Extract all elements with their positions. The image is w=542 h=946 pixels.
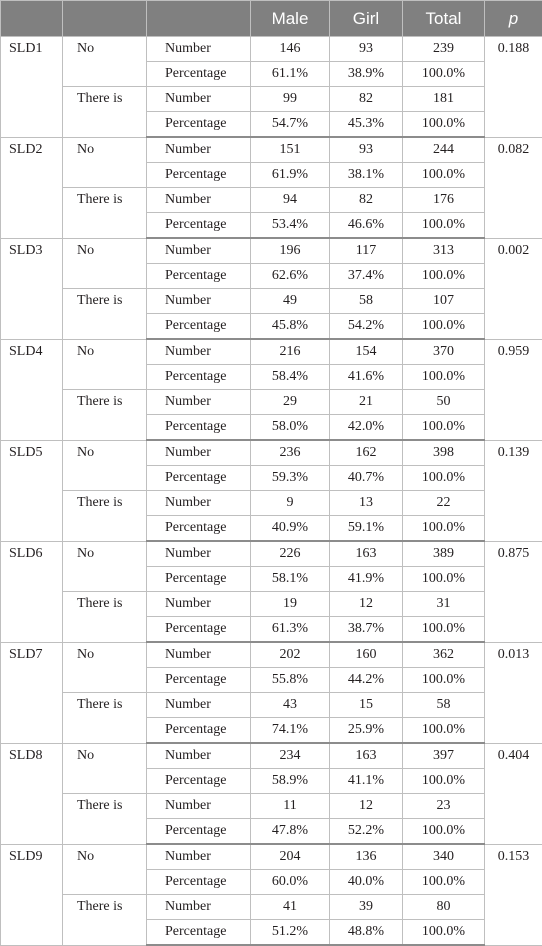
total-value: 100.0% [403, 668, 485, 693]
measure-label: Percentage [147, 516, 251, 542]
girl-value: 160 [330, 642, 403, 668]
sld-label: SLD1 [1, 37, 63, 138]
male-value: 58.4% [251, 365, 330, 390]
girl-value: 82 [330, 188, 403, 213]
measure-label: Number [147, 440, 251, 466]
header-p-value: p [485, 1, 542, 37]
measure-label: Number [147, 844, 251, 870]
girl-value: 41.9% [330, 567, 403, 592]
male-value: 61.3% [251, 617, 330, 643]
measure-label: Percentage [147, 213, 251, 239]
male-value: 9 [251, 491, 330, 516]
total-value: 397 [403, 743, 485, 769]
level-label: There is [63, 693, 147, 744]
girl-value: 44.2% [330, 668, 403, 693]
total-value: 100.0% [403, 769, 485, 794]
total-value: 100.0% [403, 415, 485, 441]
measure-label: Number [147, 188, 251, 213]
table-row [1, 238, 542, 264]
total-value: 100.0% [403, 870, 485, 895]
girl-value: 37.4% [330, 264, 403, 289]
level-label: No [63, 440, 147, 491]
male-value: 43 [251, 693, 330, 718]
girl-value: 162 [330, 440, 403, 466]
girl-value: 117 [330, 238, 403, 264]
table-row [1, 339, 542, 365]
table-row [1, 491, 542, 516]
measure-label: Number [147, 642, 251, 668]
table-row [1, 137, 542, 163]
level-label: There is [63, 491, 147, 542]
measure-label: Percentage [147, 668, 251, 693]
header-row [1, 1, 542, 37]
girl-value: 163 [330, 743, 403, 769]
male-value: 29 [251, 390, 330, 415]
sld-label: SLD2 [1, 137, 63, 238]
table-row [1, 794, 542, 819]
total-value: 100.0% [403, 213, 485, 239]
measure-label: Number [147, 693, 251, 718]
girl-value: 39 [330, 895, 403, 920]
girl-value: 52.2% [330, 819, 403, 845]
level-label: There is [63, 390, 147, 441]
measure-label: Percentage [147, 264, 251, 289]
total-value: 239 [403, 37, 485, 62]
total-value: 100.0% [403, 163, 485, 188]
measure-label: Number [147, 37, 251, 62]
total-value: 313 [403, 238, 485, 264]
total-value: 100.0% [403, 466, 485, 491]
girl-value: 42.0% [330, 415, 403, 441]
level-label: There is [63, 188, 147, 239]
table-row [1, 188, 542, 213]
male-value: 60.0% [251, 870, 330, 895]
measure-label: Percentage [147, 567, 251, 592]
male-value: 59.3% [251, 466, 330, 491]
measure-label: Percentage [147, 769, 251, 794]
total-value: 100.0% [403, 314, 485, 340]
sld-label: SLD8 [1, 743, 63, 844]
header-male: Male [251, 1, 330, 37]
level-label: There is [63, 87, 147, 138]
male-value: 196 [251, 238, 330, 264]
table-row [1, 642, 542, 668]
level-label: There is [63, 794, 147, 845]
total-value: 398 [403, 440, 485, 466]
total-value: 340 [403, 844, 485, 870]
male-value: 61.1% [251, 62, 330, 87]
male-value: 58.9% [251, 769, 330, 794]
header-blank [147, 1, 251, 37]
table-row [1, 390, 542, 415]
male-value: 47.8% [251, 819, 330, 845]
girl-value: 154 [330, 339, 403, 365]
total-value: 176 [403, 188, 485, 213]
male-value: 45.8% [251, 314, 330, 340]
measure-label: Number [147, 137, 251, 163]
level-label: No [63, 37, 147, 87]
sld-label: SLD9 [1, 844, 63, 945]
measure-label: Number [147, 895, 251, 920]
male-value: 40.9% [251, 516, 330, 542]
total-value: 100.0% [403, 516, 485, 542]
table-row [1, 844, 542, 870]
sld-label: SLD4 [1, 339, 63, 440]
measure-label: Percentage [147, 870, 251, 895]
total-value: 31 [403, 592, 485, 617]
male-value: 54.7% [251, 112, 330, 138]
girl-value: 12 [330, 592, 403, 617]
girl-value: 38.9% [330, 62, 403, 87]
total-value: 244 [403, 137, 485, 163]
measure-label: Number [147, 541, 251, 567]
measure-label: Number [147, 339, 251, 365]
header-total: Total [403, 1, 485, 37]
male-value: 234 [251, 743, 330, 769]
total-value: 107 [403, 289, 485, 314]
measure-label: Percentage [147, 466, 251, 491]
measure-label: Number [147, 491, 251, 516]
male-value: 41 [251, 895, 330, 920]
girl-value: 54.2% [330, 314, 403, 340]
girl-value: 21 [330, 390, 403, 415]
measure-label: Number [147, 87, 251, 112]
male-value: 99 [251, 87, 330, 112]
male-value: 151 [251, 137, 330, 163]
male-value: 62.6% [251, 264, 330, 289]
sld-label: SLD5 [1, 440, 63, 541]
measure-label: Percentage [147, 920, 251, 946]
measure-label: Percentage [147, 62, 251, 87]
male-value: 58.1% [251, 567, 330, 592]
girl-value: 46.6% [330, 213, 403, 239]
table-row [1, 87, 542, 112]
girl-value: 40.0% [330, 870, 403, 895]
header-blank [63, 1, 147, 37]
male-value: 55.8% [251, 668, 330, 693]
table-row [1, 289, 542, 314]
male-value: 61.9% [251, 163, 330, 188]
header-blank [1, 1, 63, 37]
male-value: 226 [251, 541, 330, 567]
level-label: No [63, 238, 147, 289]
total-value: 181 [403, 87, 485, 112]
table-row [1, 440, 542, 466]
measure-label: Percentage [147, 718, 251, 744]
measure-label: Number [147, 289, 251, 314]
measure-label: Percentage [147, 617, 251, 643]
male-value: 236 [251, 440, 330, 466]
p-value: 0.188 [485, 37, 542, 138]
measure-label: Percentage [147, 415, 251, 441]
level-label: No [63, 339, 147, 390]
table-row [1, 693, 542, 718]
girl-value: 93 [330, 37, 403, 62]
table-row [1, 592, 542, 617]
total-value: 100.0% [403, 112, 485, 138]
male-value: 202 [251, 642, 330, 668]
male-value: 49 [251, 289, 330, 314]
girl-value: 58 [330, 289, 403, 314]
level-label: There is [63, 895, 147, 946]
total-value: 100.0% [403, 718, 485, 744]
p-value: 0.153 [485, 844, 542, 945]
level-label: No [63, 743, 147, 794]
girl-value: 82 [330, 87, 403, 112]
p-value: 0.002 [485, 238, 542, 339]
total-value: 80 [403, 895, 485, 920]
p-value: 0.959 [485, 339, 542, 440]
total-value: 22 [403, 491, 485, 516]
table-row [1, 895, 542, 920]
total-value: 23 [403, 794, 485, 819]
level-label: No [63, 844, 147, 895]
male-value: 19 [251, 592, 330, 617]
table-row [1, 541, 542, 567]
level-label: No [63, 541, 147, 592]
p-value: 0.404 [485, 743, 542, 844]
measure-label: Number [147, 592, 251, 617]
girl-value: 25.9% [330, 718, 403, 744]
measure-label: Percentage [147, 163, 251, 188]
p-value: 0.875 [485, 541, 542, 642]
total-value: 100.0% [403, 920, 485, 946]
total-value: 389 [403, 541, 485, 567]
total-value: 100.0% [403, 819, 485, 845]
girl-value: 41.1% [330, 769, 403, 794]
p-value: 0.013 [485, 642, 542, 743]
total-value: 100.0% [403, 365, 485, 390]
girl-value: 45.3% [330, 112, 403, 138]
total-value: 58 [403, 693, 485, 718]
measure-label: Percentage [147, 112, 251, 138]
p-value: 0.139 [485, 440, 542, 541]
sld-label: SLD6 [1, 541, 63, 642]
measure-label: Number [147, 238, 251, 264]
measure-label: Percentage [147, 365, 251, 390]
girl-value: 15 [330, 693, 403, 718]
measure-label: Percentage [147, 819, 251, 845]
measure-label: Percentage [147, 314, 251, 340]
girl-value: 41.6% [330, 365, 403, 390]
level-label: There is [63, 592, 147, 643]
male-value: 146 [251, 37, 330, 62]
girl-value: 12 [330, 794, 403, 819]
girl-value: 93 [330, 137, 403, 163]
male-value: 58.0% [251, 415, 330, 441]
male-value: 74.1% [251, 718, 330, 744]
table-row [1, 743, 542, 769]
level-label: No [63, 642, 147, 693]
measure-label: Number [147, 743, 251, 769]
girl-value: 38.1% [330, 163, 403, 188]
girl-value: 136 [330, 844, 403, 870]
sld-label: SLD7 [1, 642, 63, 743]
level-label: No [63, 137, 147, 188]
male-value: 51.2% [251, 920, 330, 946]
male-value: 204 [251, 844, 330, 870]
table-body [1, 37, 542, 946]
header-girl: Girl [330, 1, 403, 37]
measure-label: Number [147, 390, 251, 415]
total-value: 100.0% [403, 617, 485, 643]
total-value: 362 [403, 642, 485, 668]
level-label: There is [63, 289, 147, 340]
measure-label: Number [147, 794, 251, 819]
girl-value: 59.1% [330, 516, 403, 542]
girl-value: 38.7% [330, 617, 403, 643]
male-value: 94 [251, 188, 330, 213]
male-value: 11 [251, 794, 330, 819]
sld-label: SLD3 [1, 238, 63, 339]
girl-value: 48.8% [330, 920, 403, 946]
total-value: 100.0% [403, 567, 485, 592]
girl-value: 163 [330, 541, 403, 567]
total-value: 100.0% [403, 62, 485, 87]
male-value: 53.4% [251, 213, 330, 239]
total-value: 370 [403, 339, 485, 365]
girl-value: 40.7% [330, 466, 403, 491]
total-value: 100.0% [403, 264, 485, 289]
male-value: 216 [251, 339, 330, 365]
total-value: 50 [403, 390, 485, 415]
table-row [1, 37, 542, 62]
p-value: 0.082 [485, 137, 542, 238]
girl-value: 13 [330, 491, 403, 516]
